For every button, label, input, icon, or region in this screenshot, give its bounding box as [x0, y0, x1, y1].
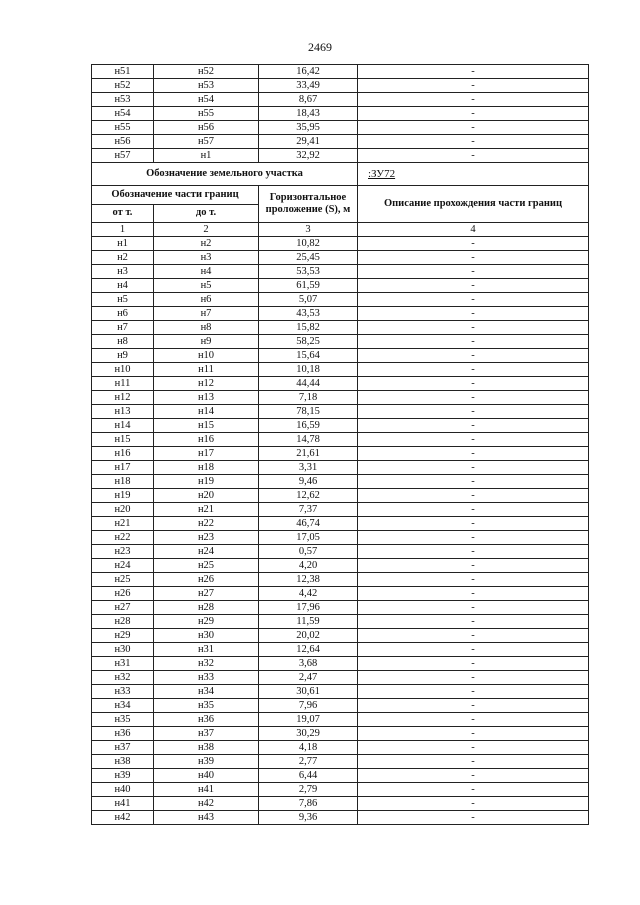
cell-distance: 17,05: [259, 531, 358, 545]
cell-description: -: [358, 811, 589, 825]
cell-description: -: [358, 447, 589, 461]
header-to: до т.: [154, 204, 259, 223]
cell-from: н30: [92, 643, 154, 657]
cell-to: н34: [154, 685, 259, 699]
cell-description: -: [358, 685, 589, 699]
cell-description: -: [358, 391, 589, 405]
cell-distance: 32,92: [259, 149, 358, 163]
cell-distance: 3,31: [259, 461, 358, 475]
table-row: [92, 237, 589, 251]
cell-to: н18: [154, 461, 259, 475]
cell-from: н42: [92, 811, 154, 825]
cell-distance: 5,07: [259, 293, 358, 307]
cell-to: н13: [154, 391, 259, 405]
cell-distance: 30,61: [259, 685, 358, 699]
cell-from: н31: [92, 657, 154, 671]
cell-description: -: [358, 461, 589, 475]
cell-to: н43: [154, 811, 259, 825]
cell-to: н2: [154, 237, 259, 251]
cell-description: -: [358, 601, 589, 615]
cell-to: н52: [154, 65, 259, 79]
cell-to: н37: [154, 727, 259, 741]
cell-distance: 2,77: [259, 755, 358, 769]
cell-to: н38: [154, 741, 259, 755]
table-row: [92, 149, 589, 163]
cell-distance: 12,64: [259, 643, 358, 657]
cell-from: н23: [92, 545, 154, 559]
cell-description: -: [358, 265, 589, 279]
cell-from: н8: [92, 335, 154, 349]
cell-description: -: [358, 573, 589, 587]
cell-from: н28: [92, 615, 154, 629]
cell-to: н1: [154, 149, 259, 163]
cell-from: н27: [92, 601, 154, 615]
cell-to: н6: [154, 293, 259, 307]
cell-distance: 2,79: [259, 783, 358, 797]
cell-distance: 7,96: [259, 699, 358, 713]
plot-label: Обозначение земельного участка: [92, 163, 358, 186]
table-row: [92, 489, 589, 503]
cell-distance: 61,59: [259, 279, 358, 293]
cell-distance: 29,41: [259, 135, 358, 149]
cell-description: -: [358, 149, 589, 163]
cell-from: н37: [92, 741, 154, 755]
cell-description: -: [358, 79, 589, 93]
table-row: [92, 713, 589, 727]
cell-description: -: [358, 797, 589, 811]
table-row: [92, 601, 589, 615]
table-row: [92, 349, 589, 363]
cell-description: -: [358, 307, 589, 321]
cell-description: -: [358, 93, 589, 107]
cell-distance: 58,25: [259, 335, 358, 349]
cell-to: н41: [154, 783, 259, 797]
cell-from: н39: [92, 769, 154, 783]
header-numbers-row: [92, 223, 589, 237]
cell-description: -: [358, 531, 589, 545]
cell-description: -: [358, 615, 589, 629]
cell-description: -: [358, 363, 589, 377]
cell-to: н11: [154, 363, 259, 377]
cell-distance: 11,59: [259, 615, 358, 629]
table-row: [92, 573, 589, 587]
table-row: [92, 65, 589, 79]
cell-to: н10: [154, 349, 259, 363]
cell-to: н42: [154, 797, 259, 811]
cell-from: н55: [92, 121, 154, 135]
header-description: Описание прохождения части границ: [358, 186, 589, 223]
cell-description: -: [358, 671, 589, 685]
cell-description: -: [358, 293, 589, 307]
cell-description: -: [358, 629, 589, 643]
cell-to: н23: [154, 531, 259, 545]
table-row: [92, 321, 589, 335]
table-row: [92, 685, 589, 699]
cell-distance: 20,02: [259, 629, 358, 643]
cell-from: н7: [92, 321, 154, 335]
table-row: [92, 419, 589, 433]
cell-from: н15: [92, 433, 154, 447]
table-row: [92, 699, 589, 713]
boundary-table: [91, 64, 589, 825]
cell-from: н38: [92, 755, 154, 769]
cell-to: н40: [154, 769, 259, 783]
cell-description: -: [358, 517, 589, 531]
cell-from: н40: [92, 783, 154, 797]
table-row: [92, 727, 589, 741]
cell-from: н19: [92, 489, 154, 503]
table-row: [92, 391, 589, 405]
table-row: [92, 517, 589, 531]
table-row: [92, 755, 589, 769]
cell-distance: 8,67: [259, 93, 358, 107]
cell-distance: 3,68: [259, 657, 358, 671]
cell-to: н39: [154, 755, 259, 769]
cell-description: -: [358, 107, 589, 121]
cell-distance: 4,20: [259, 559, 358, 573]
cell-to: н22: [154, 517, 259, 531]
cell-from: н9: [92, 349, 154, 363]
table-row: [92, 811, 589, 825]
cell-to: н14: [154, 405, 259, 419]
cell-description: -: [358, 545, 589, 559]
cell-distance: 53,53: [259, 265, 358, 279]
cell-description: -: [358, 251, 589, 265]
cell-from: н29: [92, 629, 154, 643]
cell-description: -: [358, 377, 589, 391]
cell-from: н10: [92, 363, 154, 377]
cell-to: н3: [154, 251, 259, 265]
header-num-4: 4: [358, 223, 589, 237]
cell-distance: 7,86: [259, 797, 358, 811]
table-row: [92, 107, 589, 121]
cell-description: -: [358, 419, 589, 433]
cell-from: н57: [92, 149, 154, 163]
cell-description: -: [358, 321, 589, 335]
cell-from: н34: [92, 699, 154, 713]
table-row: [92, 503, 589, 517]
table-row: [92, 741, 589, 755]
table-row: [92, 657, 589, 671]
cell-to: н27: [154, 587, 259, 601]
cell-from: н54: [92, 107, 154, 121]
page-number: 2469: [308, 40, 332, 54]
table-row: [92, 671, 589, 685]
table-row: [92, 615, 589, 629]
cell-from: н12: [92, 391, 154, 405]
table-row: [92, 335, 589, 349]
cell-distance: 6,44: [259, 769, 358, 783]
cell-description: -: [358, 587, 589, 601]
cell-to: н19: [154, 475, 259, 489]
cell-description: -: [358, 475, 589, 489]
cell-to: н31: [154, 643, 259, 657]
cell-to: н57: [154, 135, 259, 149]
cell-to: н20: [154, 489, 259, 503]
top-rows-body: [92, 65, 589, 163]
cell-to: н12: [154, 377, 259, 391]
table-row: [92, 405, 589, 419]
cell-distance: 9,46: [259, 475, 358, 489]
cell-to: н54: [154, 93, 259, 107]
cell-from: н53: [92, 93, 154, 107]
cell-from: н4: [92, 279, 154, 293]
cell-description: -: [358, 643, 589, 657]
cell-distance: 4,18: [259, 741, 358, 755]
cell-from: н36: [92, 727, 154, 741]
cell-distance: 25,45: [259, 251, 358, 265]
cell-from: н22: [92, 531, 154, 545]
cell-description: -: [358, 349, 589, 363]
cell-from: н11: [92, 377, 154, 391]
cell-distance: 7,37: [259, 503, 358, 517]
table-row: [92, 307, 589, 321]
cell-distance: 43,53: [259, 307, 358, 321]
table-row: [92, 433, 589, 447]
cell-distance: 16,59: [259, 419, 358, 433]
cell-distance: 12,38: [259, 573, 358, 587]
table-row: [92, 79, 589, 93]
cell-from: н18: [92, 475, 154, 489]
cell-to: н8: [154, 321, 259, 335]
cell-to: н53: [154, 79, 259, 93]
cell-description: -: [358, 489, 589, 503]
cell-distance: 9,36: [259, 811, 358, 825]
header-num-3: 3: [259, 223, 358, 237]
cell-distance: 46,74: [259, 517, 358, 531]
cell-from: н14: [92, 419, 154, 433]
table-row: [92, 531, 589, 545]
cell-distance: 78,15: [259, 405, 358, 419]
cell-distance: 35,95: [259, 121, 358, 135]
table-row: [92, 447, 589, 461]
cell-to: н15: [154, 419, 259, 433]
table-row: [92, 769, 589, 783]
table-row: [92, 461, 589, 475]
header-num-2: 2: [154, 223, 259, 237]
header-num-1: 1: [92, 223, 154, 237]
table-row: [92, 251, 589, 265]
header-from: от т.: [92, 204, 154, 223]
header-row-top: [92, 186, 589, 205]
cell-to: н33: [154, 671, 259, 685]
cell-from: н56: [92, 135, 154, 149]
cell-description: -: [358, 559, 589, 573]
cell-distance: 10,18: [259, 363, 358, 377]
table-row: [92, 797, 589, 811]
cell-to: н4: [154, 265, 259, 279]
cell-description: -: [358, 727, 589, 741]
cell-distance: 15,64: [259, 349, 358, 363]
table-row: [92, 643, 589, 657]
table-row: [92, 629, 589, 643]
cell-to: н17: [154, 447, 259, 461]
table-row: [92, 783, 589, 797]
cell-description: -: [358, 657, 589, 671]
cell-from: н17: [92, 461, 154, 475]
cell-description: -: [358, 783, 589, 797]
plot-row: [92, 163, 589, 186]
table-row: [92, 121, 589, 135]
cell-from: н21: [92, 517, 154, 531]
plot-id: :ЗУ72: [358, 163, 589, 186]
cell-distance: 30,29: [259, 727, 358, 741]
cell-distance: 15,82: [259, 321, 358, 335]
cell-from: н26: [92, 587, 154, 601]
table-row: [92, 279, 589, 293]
cell-description: -: [358, 769, 589, 783]
cell-from: н2: [92, 251, 154, 265]
table-header: [92, 163, 589, 237]
cell-to: н29: [154, 615, 259, 629]
table-row: [92, 559, 589, 573]
cell-distance: 12,62: [259, 489, 358, 503]
cell-distance: 33,49: [259, 79, 358, 93]
cell-distance: 14,78: [259, 433, 358, 447]
cell-description: -: [358, 335, 589, 349]
table-row: [92, 587, 589, 601]
header-horizontal: Горизонтальное проложение (S), м: [259, 186, 358, 223]
cell-from: н51: [92, 65, 154, 79]
table-row: [92, 363, 589, 377]
cell-from: н32: [92, 671, 154, 685]
cell-to: н25: [154, 559, 259, 573]
cell-distance: 44,44: [259, 377, 358, 391]
cell-to: н35: [154, 699, 259, 713]
cell-distance: 4,42: [259, 587, 358, 601]
cell-to: н7: [154, 307, 259, 321]
cell-description: -: [358, 237, 589, 251]
cell-distance: 7,18: [259, 391, 358, 405]
cell-to: н24: [154, 545, 259, 559]
table-row: [92, 93, 589, 107]
cell-from: н6: [92, 307, 154, 321]
cell-description: -: [358, 433, 589, 447]
table-row: [92, 475, 589, 489]
cell-from: н20: [92, 503, 154, 517]
cell-description: -: [358, 65, 589, 79]
cell-from: н5: [92, 293, 154, 307]
cell-to: н16: [154, 433, 259, 447]
cell-to: н36: [154, 713, 259, 727]
cell-distance: 0,57: [259, 545, 358, 559]
table-row: [92, 265, 589, 279]
cell-from: н25: [92, 573, 154, 587]
cell-to: н26: [154, 573, 259, 587]
table-row: [92, 293, 589, 307]
cell-to: н28: [154, 601, 259, 615]
cell-description: -: [358, 121, 589, 135]
cell-description: -: [358, 713, 589, 727]
cell-from: н41: [92, 797, 154, 811]
cell-to: н55: [154, 107, 259, 121]
cell-distance: 2,47: [259, 671, 358, 685]
header-boundary-part: Обозначение части границ: [92, 186, 259, 205]
cell-distance: 21,61: [259, 447, 358, 461]
cell-from: н16: [92, 447, 154, 461]
cell-description: -: [358, 503, 589, 517]
cell-distance: 18,43: [259, 107, 358, 121]
cell-from: н13: [92, 405, 154, 419]
cell-description: -: [358, 755, 589, 769]
table-row: [92, 545, 589, 559]
cell-distance: 10,82: [259, 237, 358, 251]
cell-to: н56: [154, 121, 259, 135]
cell-from: н33: [92, 685, 154, 699]
cell-from: н35: [92, 713, 154, 727]
cell-to: н5: [154, 279, 259, 293]
cell-distance: 16,42: [259, 65, 358, 79]
cell-from: н52: [92, 79, 154, 93]
cell-from: н1: [92, 237, 154, 251]
main-rows-body: [92, 237, 589, 825]
cell-from: н24: [92, 559, 154, 573]
cell-to: н30: [154, 629, 259, 643]
cell-distance: 19,07: [259, 713, 358, 727]
cell-to: н32: [154, 657, 259, 671]
cell-distance: 17,96: [259, 601, 358, 615]
cell-description: -: [358, 135, 589, 149]
cell-to: н9: [154, 335, 259, 349]
cell-description: -: [358, 279, 589, 293]
cell-description: -: [358, 741, 589, 755]
table-row: [92, 377, 589, 391]
cell-description: -: [358, 699, 589, 713]
cell-to: н21: [154, 503, 259, 517]
cell-from: н3: [92, 265, 154, 279]
cell-description: -: [358, 405, 589, 419]
table-row: [92, 135, 589, 149]
